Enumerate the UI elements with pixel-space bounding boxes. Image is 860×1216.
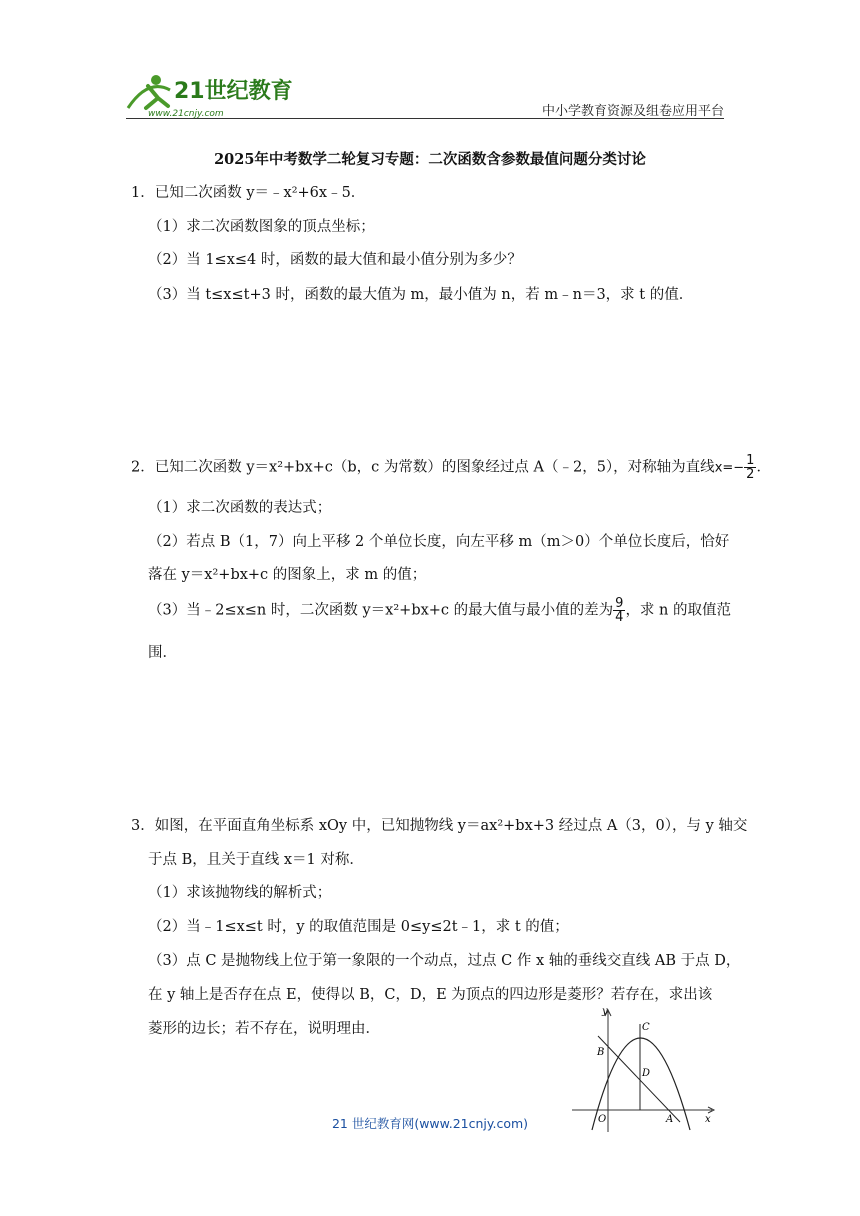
header-divider [126, 118, 724, 119]
q2-part1: （1）求二次函数的表达式； [148, 500, 332, 516]
q2-stem-end: ． [756, 459, 771, 476]
q2-axis-num: 1 [746, 453, 755, 468]
footer-link[interactable]: 21 世纪教育网(www.21cnjy.com) [331, 1116, 529, 1131]
q1-part2: （2）当 1≤x≤4 时，函数的最大值和最小值分别为多少？ [148, 252, 522, 268]
q1-stem: 1．已知二次函数 y＝﹣x²+6x﹣5． [131, 185, 366, 201]
q2-stem: 2．已知二次函数 y＝x²+bx+c（b，c 为常数）的图象经过点 A（﹣2，5），对称轴为直线 [131, 459, 715, 476]
q2-part2a: （2）若点 B（1，7）向上平移 2 个单位长度，向左平移 m（m＞0）个单位长度后，恰好 [148, 534, 730, 550]
q3-part3b: 在 y 轴上是否存在点 E，使得以 B，C，D，E 为顶点的四边形是菱形？若存在，求出该 [148, 987, 713, 1003]
label-d: D [642, 1068, 651, 1079]
platform-name: 中小学教育资源及组卷应用平台 [541, 104, 724, 119]
label-c: C [642, 1022, 650, 1033]
q2-axis-den: 2 [746, 467, 755, 482]
q3-line2: 于点 B，且关于直线 x＝1 对称． [148, 852, 364, 868]
q2-stem-line [131, 454, 771, 481]
label-a: A [666, 1114, 674, 1125]
logo-url: www.21cnjy.com [148, 109, 224, 119]
q2-part3-line [148, 597, 731, 624]
q2-part3b: 围． [148, 645, 177, 661]
q2-axis-fraction [744, 454, 756, 481]
q3-line1: 3．如图，在平面直角坐标系 xOy 中，已知抛物线 y＝ax²+bx+3 经过点 A（3，0），与 y 轴交 [131, 818, 748, 834]
line-ab [598, 1036, 680, 1122]
logo-text: 21世纪教育 [174, 79, 293, 104]
q3-part1: （1）求该抛物线的解析式； [148, 885, 332, 901]
label-b: B [597, 1047, 605, 1058]
label-y: y [602, 1006, 608, 1017]
label-x: x [705, 1114, 711, 1125]
q3-part3c: 菱形的边长；若不存在，说明理由． [148, 1021, 380, 1037]
q2-diff-den: 4 [615, 610, 624, 625]
q2-diff-num: 9 [615, 596, 624, 611]
q2-diff-fraction [613, 597, 625, 624]
q1-part3: （3）当 t≤x≤t+3 时，函数的最大值为 m，最小值为 n，若 m﹣n＝3，求 t 的值． [148, 287, 694, 303]
page-title: 2025年中考数学二轮复习专题：二次函数含参数最值问题分类讨论 [214, 151, 646, 168]
q2-part2b: 落在 y＝x²+bx+c 的图象上，求 m 的值； [148, 567, 427, 583]
label-o: O [598, 1114, 607, 1125]
q3-part3a: （3）点 C 是抛物线上位于第一象限的一个动点，过点 C 作 x 轴的垂线交直线 AB 于点 D， [148, 953, 741, 969]
q1-part1: （1）求二次函数图象的顶点坐标； [148, 219, 375, 235]
q3-part2: （2）当﹣1≤x≤t 时，y 的取值范围是 0≤y≤2t﹣1，求 t 的值； [148, 919, 569, 935]
site-logo [118, 68, 298, 120]
q2-axis-prefix: x=− [714, 460, 745, 476]
q2-part3a-end: ，求 n 的取值范 [625, 602, 731, 619]
q2-part3a: （3）当﹣2≤x≤n 时，二次函数 y＝x²+bx+c 的最大值与最小值的差为 [148, 602, 614, 619]
